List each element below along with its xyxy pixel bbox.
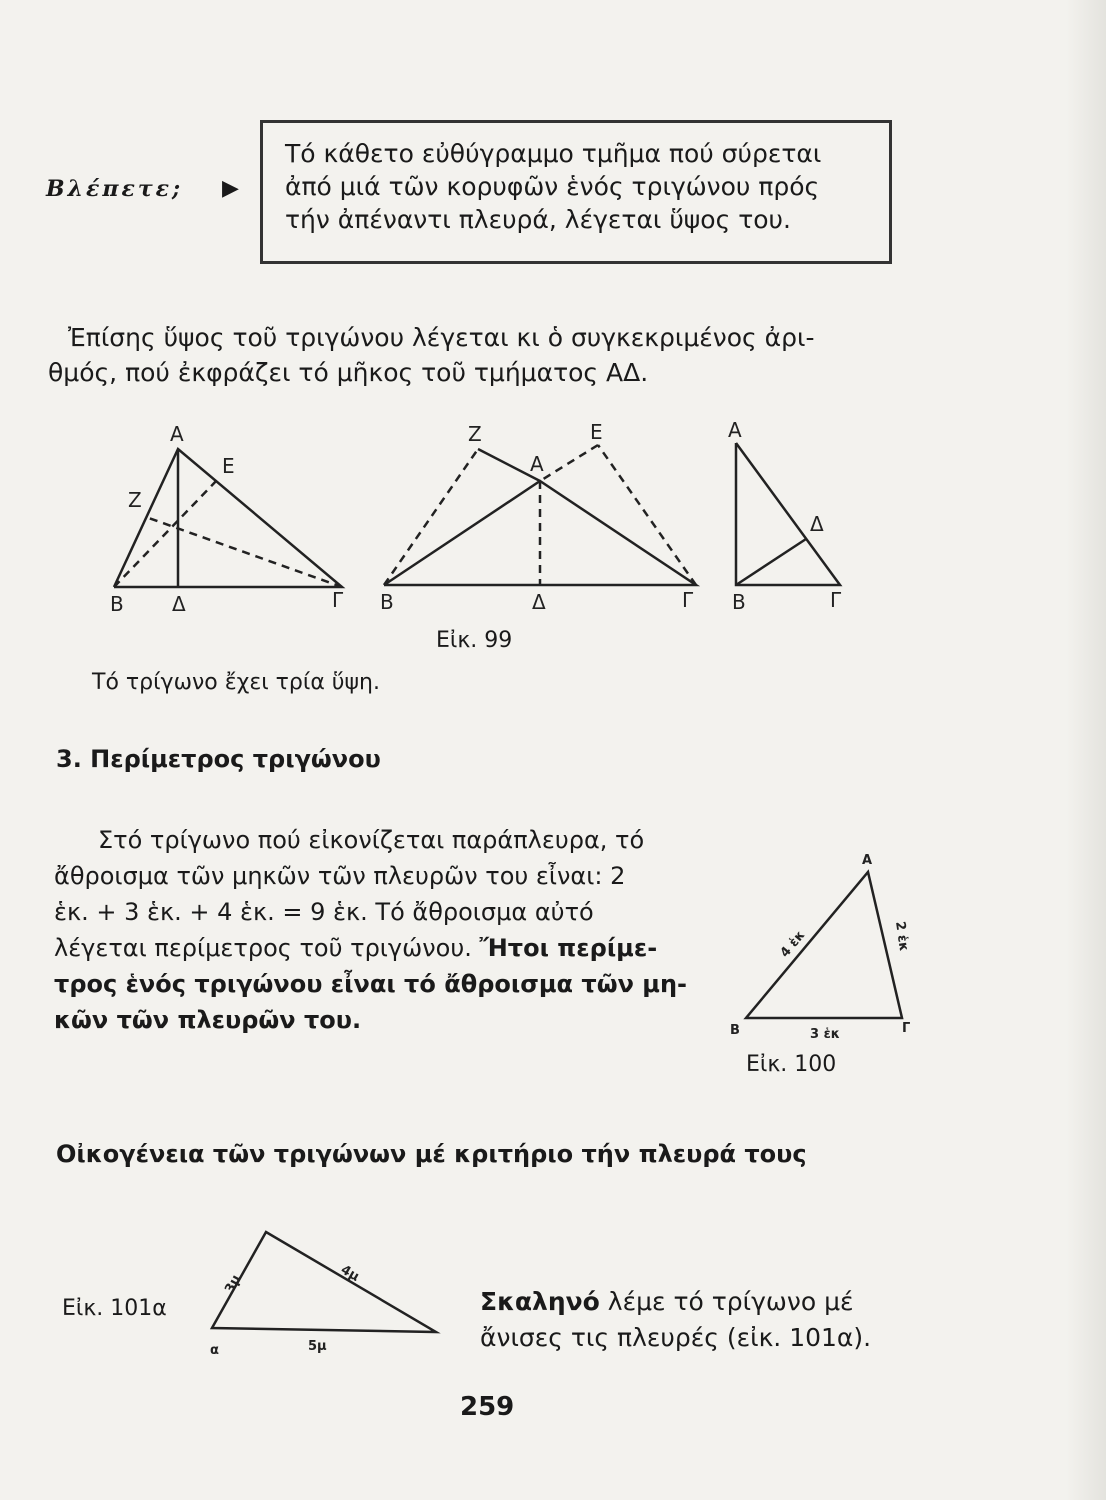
label-b-1: Β [110, 592, 124, 615]
scalene-triangle [212, 1232, 436, 1332]
label-e-2: Ε [590, 420, 603, 444]
perimeter-line-2: ἄθροισμα τῶν μηκῶν τῶν πλευρῶν του εἶναι: 2 [54, 862, 626, 890]
scalene-paragraph [480, 1284, 900, 1356]
label-b-3: Β [732, 590, 746, 614]
scalene-line-1 [480, 1284, 900, 1320]
label-e-1: Ε [222, 454, 235, 478]
definition-line-1: Τό κάθετο εὐθύγραμμο τμῆμα πού σύρεται [285, 139, 822, 168]
perimeter-line-5: τρος ἑνός τριγώνου εἶναι τό ἄθροισμα τῶν μη- [54, 970, 687, 998]
vertex-a: Α [862, 853, 873, 868]
altitude-bd-3 [736, 539, 806, 585]
label-z-2: Ζ [468, 422, 482, 446]
label-g-3: Γ [830, 588, 842, 612]
figure-99-triangles [100, 415, 860, 615]
figure-101a-triangle [200, 1222, 450, 1362]
arrow-right-icon: ▶ [222, 176, 239, 201]
perimeter-line-4 [54, 930, 689, 966]
label-alpha: α [210, 1343, 219, 1358]
figure-99-subcaption: Τό τρίγωνο ἔχει τρία ὕψη. [92, 670, 380, 695]
label-d-3: Δ [810, 512, 824, 536]
perimeter-line-4-plain: λέγεται περίμετρος τοῦ τριγώνου. [54, 934, 480, 962]
perimeter-line-3: ἑκ. + 3 ἑκ. + 4 ἑκ. = 9 ἑκ. Τό ἄθροισμα αὐτό [54, 898, 594, 926]
figure-99-caption: Εἰκ. 99 [436, 628, 513, 653]
extension-e-2 [598, 445, 696, 585]
extension-ea-2 [540, 445, 598, 481]
side-5m-label: 5μ [308, 1339, 327, 1354]
altitude-gz-1 [146, 517, 342, 587]
section-3-heading: 3. Περίμετρος τριγώνου [56, 745, 381, 773]
paragraph-line-1: Ἐπίσης ὕψος τοῦ τριγώνου λέγεται κι ὁ συγκεκριμένος ἀρι- [68, 323, 815, 352]
label-d-2: Δ [532, 590, 546, 614]
figure-101a-caption: Εἰκ. 101α [62, 1296, 167, 1321]
height-paragraph [48, 320, 898, 390]
label-a-3: Α [728, 418, 742, 442]
perimeter-line-6: κῶν τῶν πλευρῶν του. [54, 1006, 362, 1034]
definition-box [260, 120, 892, 264]
scalene-line-2: ἄνισες τις πλευρές (εἰκ. 101α). [480, 1323, 872, 1352]
side-4m-label: 4μ [338, 1262, 362, 1285]
page-edge-shadow [1066, 0, 1106, 1500]
definition-line-3: τήν ἀπέναντι πλευρά, λέγεται ὕψος του. [285, 205, 791, 234]
side-bg-label: 3 ἑκ [810, 1027, 841, 1042]
vertex-b: Β [730, 1023, 740, 1038]
label-g-1: Γ [332, 588, 344, 612]
triangle-abg [746, 872, 902, 1018]
extension-z-2 [384, 449, 478, 585]
paragraph-line-2: θμός, πού ἐκφράζει τό μῆκος τοῦ τμήματος ΑΔ. [48, 358, 649, 387]
label-z-1: Ζ [128, 488, 142, 512]
vertex-g: Γ [902, 1021, 911, 1036]
triangle-family-heading: Οἰκογένεια τῶν τριγώνων μέ κριτήριο τήν πλευρά τους [56, 1140, 807, 1168]
scalene-rest: λέμε τό τρίγωνο μέ [599, 1287, 854, 1316]
perimeter-definition-start: Ἤτοι περίμε- [479, 934, 658, 962]
page-number: 259 [460, 1392, 515, 1422]
perimeter-paragraph [54, 822, 689, 1038]
sidebar-label: Βλέπετε; [46, 176, 184, 202]
side-ab-label: 4 ἑκ [777, 927, 809, 961]
label-a-1: Α [170, 422, 184, 446]
label-a-2: Α [530, 452, 544, 476]
label-b-2: Β [380, 590, 394, 614]
label-g-2: Γ [682, 588, 694, 612]
definition-line-2: ἀπό μιά τῶν κορυφῶν ἑνός τριγώνου πρός [285, 172, 820, 201]
perimeter-line-1: Στό τρίγωνο πού εἰκονίζεται παράπλευρα, τό [98, 826, 645, 854]
side-ag-label: 2 ἑκ [892, 920, 912, 953]
side-3m-label: 3μ [222, 1272, 245, 1296]
scalene-term: Σκαληνό [480, 1287, 600, 1316]
triangle-3 [736, 443, 840, 585]
figure-100-caption: Εἰκ. 100 [746, 1052, 837, 1077]
label-d-1: Δ [172, 592, 186, 615]
figure-100-triangle [720, 846, 920, 1046]
